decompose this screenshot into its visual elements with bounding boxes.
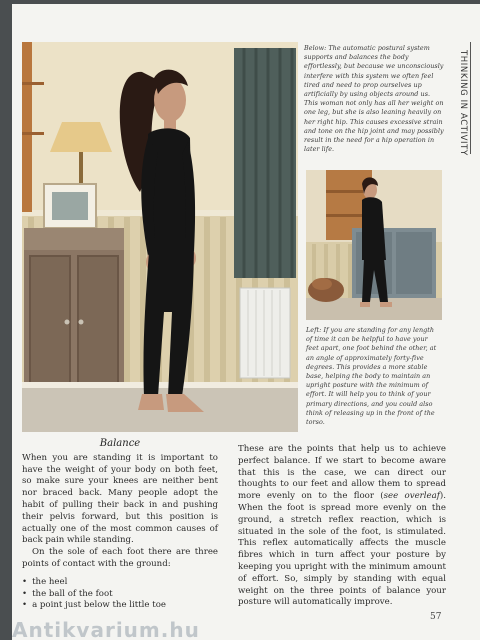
contact-points-list — [22, 577, 218, 612]
watermark: Antikvarium.hu — [12, 618, 200, 640]
small-photo — [306, 170, 442, 320]
caption-left — [306, 326, 442, 427]
balance-paragraph-1: When you are standing it is important to have the weight of your body on both feet, so make sure your knees are neither bent nor braced back. Many people adopt the habit of pulling their back in and pushing their pelvis forward, but this position is actually one of the most common causes of back pain while standing. — [22, 452, 218, 546]
balance-heading: Balance — [99, 438, 141, 449]
right-text-end: ). When the foot is spread more evenly on the ground, a stretch reflex reaction, which is situated in the sole of the foot, is stimulated. This reflex automatically affects the muscle fibres which in turn affect your posture by keeping you upright with the minimum amount of effort. So, simply by standing with equal weight on the three points of balance your posture will automatically improve. — [238, 491, 446, 608]
caption-below — [304, 44, 446, 154]
list-item: • the heel — [22, 577, 218, 589]
right-column-paragraph — [238, 444, 446, 609]
running-head-rule — [470, 42, 471, 154]
list-item: • the ball of the foot — [22, 589, 218, 601]
running-head: THINKING IN ACTIVITY — [458, 50, 468, 156]
main-photo — [22, 42, 298, 432]
balance-paragraph-2: On the sole of each foot there are three points of contact with the ground: — [22, 547, 218, 569]
balance-column — [22, 438, 218, 612]
caption-below-text: Below: The automatic postural system supports and balances the body effortlessly, but because we unconsciously interfere with this system we often feel tired and need to prop ourselves up artificially by using objects around us. This woman not only has all her weight on one leg, but she is also leaning heavily on her right hip. This causes excessive strain and tone on the hip joint and may possibly result in the need for a hip operation in later life. — [304, 44, 444, 154]
caption-left-text: Left: If you are standing for any length of time it can be helpful to have your feet apart, one foot behind the other, at an angle of approximately forty-five degrees. This provides a more stable base, helping the body to maintain an upright posture with the minimum of effort. It will help you to think of your primary directions, and you could also think of releasing up in the front of the torso. — [306, 326, 437, 427]
right-column — [238, 444, 446, 609]
page-number: 57 — [430, 612, 442, 622]
list-item: • a point just below the little toe — [22, 600, 218, 612]
see-overleaf-ref: see overleaf — [383, 491, 440, 502]
book-page — [12, 4, 480, 640]
right-text-start: These are the points that help us to achieve perfect balance. If we start to become aware that this is the case, we can direct our thoughts to our feet and allow them to spread more evenly on to the floor ( — [238, 444, 446, 502]
